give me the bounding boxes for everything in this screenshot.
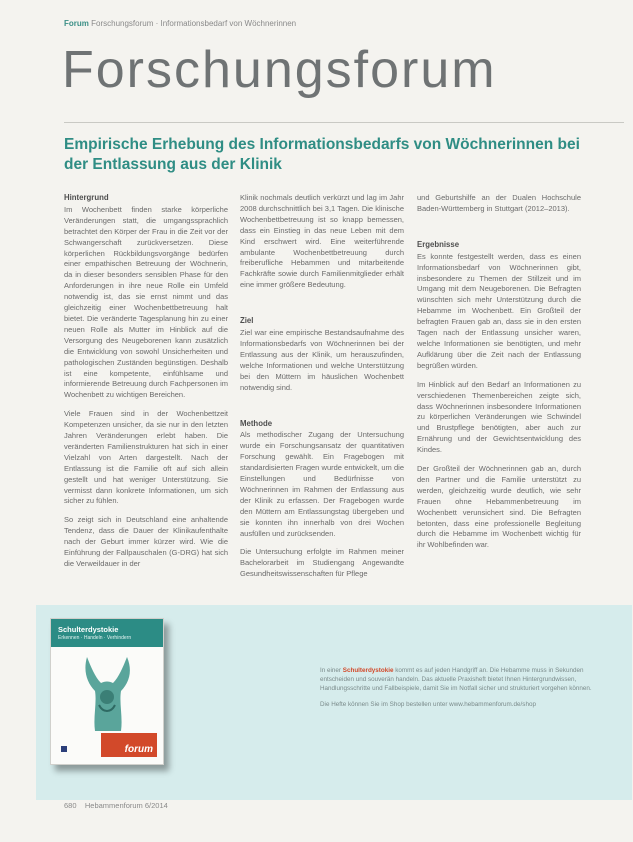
paragraph: So zeigt sich in Deutschland eine anhaltende Tendenz, dass die Dauer der Klinikaufenthalte nach der Geburt immer kürzer wird. Wie die Einführung der Fallpauschalen (G-DRG) hat sich die Verweildauer in der (64, 515, 228, 568)
page-footer (64, 801, 168, 810)
paragraph: Klinik nochmals deutlich verkürzt und lag im Jahr 2008 durchschnittlich bei 3,1 Tagen. Die klinische Wochenbettbetreuung ist so knapp bemessen, dass ein Einstieg in das neue Leben mit dem Kind erschwert wird. Eine weiterführende ambulante Wochenbettbetreuung durch freiberufliche Hebammen und mitarbeitende Fachkräfte sowie durch Familienmitglieder erhält eine immer größere Bedeutung. (240, 193, 404, 290)
paragraph: Ziel war eine empirische Bestandsaufnahme des Informationsbedarfs von Wöchnerinnen bei der Entlassung aus der Klinik, um herauszufinden, welche Informationen und welche Unterstützung bei den Müttern im häuslichen Wochenbett notwendig sind. (240, 328, 404, 392)
heading-methode: Methode (240, 418, 273, 428)
paragraph: Der Großteil der Wöchnerinnen gab an, durch den Partner und die Familie unterstützt zu werden, gleichzeitig wurde deutlich, wie sehr Frauen ohne Hebammenbetreuung im Wochenbett verunsichert sind. Die Befragten betonten, dass eine professionelle Begleitung durch die Hebamme im Wochenbett wichtig für ihr Wohlbefinden war. (417, 464, 581, 550)
running-head-section: Forum (64, 19, 89, 28)
column-2 (240, 193, 404, 588)
ad-paragraph-1: In einer Schulterdystokie kommt es auf jeden Handgriff an. Die Hebamme muss in Sekunden entscheiden und souverän handeln. Das aktuelle Praxisheft bietet Ihnen Hintergrundwissen, Handlungsschritte und Fallbeispiele, damit Sie im Notfall sicher und strukturiert vorgehen können. (320, 667, 592, 693)
heading-ergebnisse: Ergebnisse (417, 239, 460, 249)
page-number: 680 (64, 801, 77, 810)
publisher-logo (61, 746, 67, 752)
advertisement-text (320, 666, 612, 715)
paragraph: Als methodischer Zugang der Untersuchung wurde ein Forschungsansatz der quantitativen Forschung gewählt. Ein Fragebogen mit standardisierten Fragen wurde entwickelt, um die Einstellungen und Bedürfnisse von Wöchnerinnen im Rahmen der Entlassung aus der Klinik zu erfassen. Der Fragebogen wurde den Müttern am Entlassungstag übergeben und sie konnten ihn innerhalb von drei Wochen ausfüllen und zurücksenden. (240, 430, 404, 538)
book-cover[interactable] (50, 618, 164, 765)
book-brand: forum (124, 744, 153, 755)
book-subtitle: Erkennen · Handeln · Verhindern (58, 635, 132, 641)
page-title: Forschungsforum (62, 41, 497, 99)
book-brand-block (101, 733, 157, 757)
paragraph: Es konnte festgestellt werden, dass es einen Informationsbedarf von Wöchnerinnen gibt, insbesondere zu Themen der Stillzeit und im Umgang mit dem Neugeborenen. Die Befragten wünschten sich mehr Unterstützung durch die Hebamme im Wochenbett. Ein Großteil der befragten Frauen gab an, dass sie in den ersten Tagen nach der Entlassung unsicher waren, welche Informationen sie benötigten, und mehr Aufklärung über die Zeit nach der Entlassung begrüßen würden. (417, 251, 581, 370)
running-head-text: Forschungsforum · Informationsbedarf von Wöchnerinnen (91, 19, 297, 28)
article-headline: Empirische Erhebung des Informationsbedarfs von Wöchnerinnen bei der Entlassung aus der Klinik (64, 136, 580, 174)
ad-highlight: Schulterdystokie (342, 667, 394, 674)
heading-hintergrund: Hintergrund (64, 193, 109, 202)
journal-name: Hebammenforum 6/2014 (84, 801, 168, 810)
paragraph: Im Wochenbett finden starke körperliche Veränderungen statt, die umgangssprachlich betrachtet den Körper der Frau in die Zeit vor der Schwangerschaft zurückversetzen. Diese körperlichen Rückbildungsvorgänge bedürfen einer empathischen Betreuung der Wöchnerin, da in dieser besonders sensiblen Phase für den Anforderungen in ihre neue Rolle ein Umfeld notwendig ist, das sie ernst nimmt und das gleichzeitig einer Wochenbettbetreuung halt bietet. Die veränderte Tagesplanung hin zu einer neuen Rolle als Mutter im Hinblick auf die Versorgung des Neugeborenen kann zusätzlich die Entwicklung von sowohl Unsicherheiten und pathologischen Zuständen begünstigen. Deshalb ist eine kompetente, einfühlsame und informierende Betreuung durch Fachpersonen im Wochenbett zu wichtigen Bereichen. (64, 204, 228, 400)
book-title: Schulterdystokie (58, 625, 119, 634)
paragraph: Viele Frauen sind in der Wochenbettzeit Kompetenzen unsicher, da sie nur in den letzten Jahren Veränderungen erlebt haben. Die veränderten Familienstrukturen hat sich in einer Vielzahl von Arten dargestellt. Nach der Entlassung ist die Familie oft auf sich allein gestellt und hat weniger Unterstützung. Sie vermisst dann konkrete Informationen, um sich sicher zu fühlen. (64, 409, 228, 506)
birth-illustration-icon (65, 653, 149, 733)
paragraph: und Geburtshilfe an der Dualen Hochschule Baden-Württemberg in Stuttgart (2012–2013). (417, 193, 581, 213)
column-3 (417, 193, 581, 559)
column-1 (64, 193, 228, 578)
paragraph: Die Untersuchung erfolgte im Rahmen meiner Bachelorarbeit im Studiengang Angewandte Gesundheitswissenschaften für Pflege (240, 547, 404, 579)
header-divider (64, 122, 624, 123)
heading-ziel: Ziel (240, 316, 254, 326)
paragraph: Im Hinblick auf den Bedarf an Informationen zu verschiedenen Themenbereichen zeigte sich, dass Wöchnerinnen insbesondere Informationen zu körperlichen Veränderungen wie Schwindel und Brustpflege benötigten, aber auch zur Ernährung und der Gewichtsentwicklung des Kindes. (417, 379, 581, 455)
running-head (64, 19, 296, 28)
ad-paragraph-2[interactable]: Die Hefte können Sie im Shop bestellen unter www.hebammenforum.de/shop (320, 700, 536, 708)
